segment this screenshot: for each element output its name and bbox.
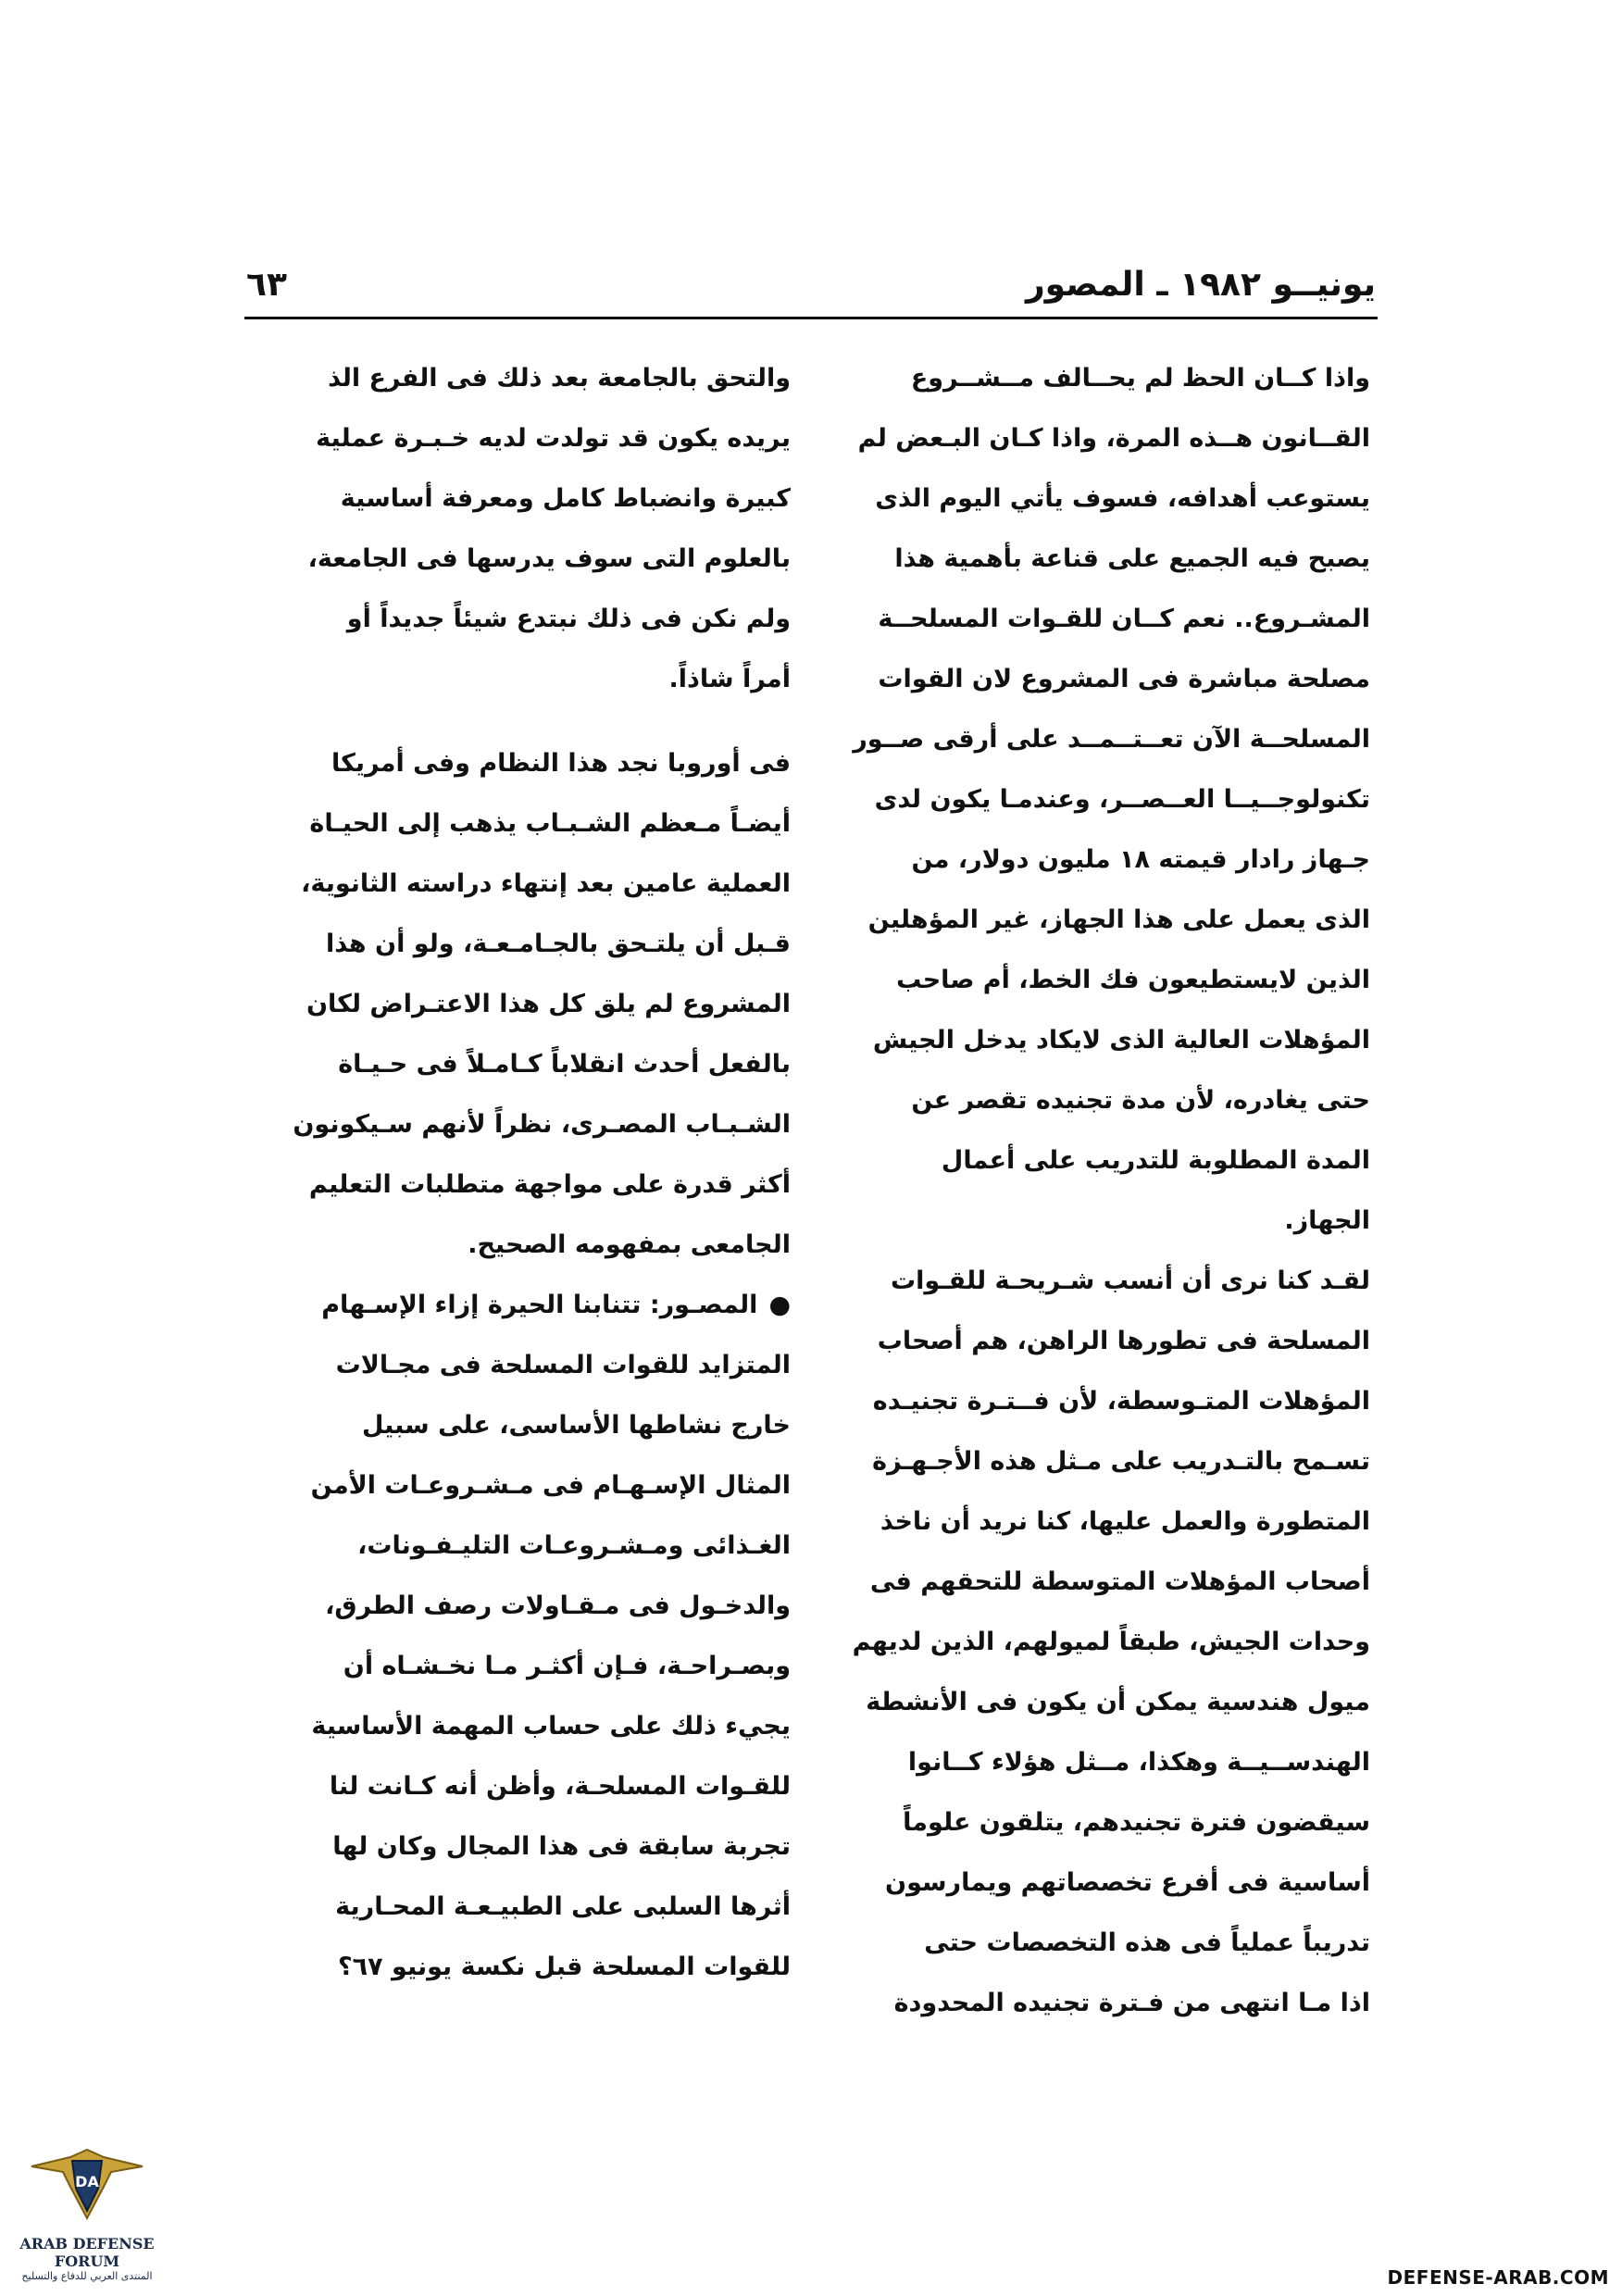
left-column bbox=[272, 348, 791, 1997]
text-line: الغـذائى ومـشـروعـات التليـفـونات، bbox=[357, 1531, 791, 1560]
text-line: والتحق بالجامعة بعد ذلك فى الفرع الذ bbox=[328, 364, 791, 393]
text-line: المشـروع.. نعم كــان للقـوات المسلحــة bbox=[878, 605, 1370, 633]
text-line: حتى يغادره، لأن مدة تجنيده تقصر عن bbox=[911, 1086, 1370, 1115]
text-line: ولم نكن فى ذلك نبتدع شيئاً جديداً أو bbox=[346, 605, 791, 633]
bullet-icon: ● bbox=[768, 1291, 791, 1319]
text-line: يصبح فيه الجميع على قناعة بأهمية هذا bbox=[894, 544, 1370, 573]
text-line: الهندســيــة وهكذا، مــثل هؤلاء كــانوا bbox=[907, 1748, 1370, 1777]
text-line: لقـد كنا نرى أن أنسب شـريحـة للقـوات bbox=[891, 1267, 1370, 1295]
watermark: DEFENSE-ARAB.COM bbox=[1387, 2266, 1609, 2289]
forum-logo bbox=[13, 2129, 161, 2289]
eagle-shield-icon bbox=[22, 2129, 152, 2231]
text-line: أثرها السلبى على الطبيـعـة المحـارية bbox=[335, 1892, 791, 1921]
text-line: أيضـاً مـعظم الشـبـاب يذهب إلى الحيـاة bbox=[309, 809, 791, 838]
text-line: وبصـراحـة، فـإن أكثـر مـا نخـشـاه أن bbox=[343, 1652, 791, 1680]
running-header-title: يونيــو ١٩٨٢ ـ المصور bbox=[1025, 266, 1376, 304]
text-line: الذين لايستطيعون فك الخط، أم صاحب bbox=[896, 966, 1370, 994]
text-line: المثال الإسـهـام فى مـشـروعـات الأمن bbox=[310, 1471, 791, 1500]
text-line: أمراً شاذاً. bbox=[668, 665, 791, 693]
text-line: المتطورة والعمل عليها، كنا نريد أن ناخذ bbox=[880, 1507, 1370, 1536]
text-line: أصحاب المؤهلات المتوسطة للتحقهم فى bbox=[869, 1567, 1370, 1596]
text-line: العملية عامين بعد إنتهاء دراسته الثانوية، bbox=[301, 869, 791, 898]
text-line: المدة المطلوبة للتدريب على أعمال الجهاز. bbox=[941, 1146, 1370, 1235]
text-line: المشروع لم يلق كل هذا الاعتـراض لكان bbox=[306, 990, 791, 1018]
page-header bbox=[246, 248, 1376, 304]
text-line: المصـور: تتنابنا الحيرة إزاء الإسـهام bbox=[321, 1291, 758, 1319]
text-line: للقوات المسلحة قبل نكسة يونيو ٦٧؟ bbox=[337, 1953, 791, 1981]
text-line: والدخـول فى مـقـاولات رصف الطرق، bbox=[325, 1591, 791, 1620]
text-line: جـهاز رادار قيمته ١٨ مليون دولار، من bbox=[911, 845, 1370, 874]
text-line: يريده يكون قد تولدت لديه خـبـرة عملية bbox=[316, 424, 791, 453]
text-line: الشـبـاب المصـرى، نظراً لأنهم سـيكونون bbox=[293, 1110, 791, 1139]
logo-mark: DA bbox=[75, 2173, 99, 2190]
text-line: اذا مـا انتهى من فـترة تجنيده المحدودة bbox=[893, 1989, 1370, 2017]
text-line: المؤهلات العالية الذى لايكاد يدخل الجيش bbox=[872, 1026, 1370, 1054]
text-line: وحدات الجيش، طبقاً لميولهم، الذين لديهم bbox=[852, 1628, 1370, 1656]
text-line: بالفعل أحدث انقلاباً كـامـلاً فى حـيـاة bbox=[338, 1050, 791, 1079]
text-line: تسـمح بالتـدريب على مـثل هذه الأجـهـزة bbox=[872, 1447, 1370, 1476]
text-line: المسلحــة الآن تعــتــمــد على أرقى صــور bbox=[853, 725, 1370, 754]
text-line: ميول هندسية يمكن أن يكون فى الأنشطة bbox=[866, 1688, 1370, 1716]
paragraph-gap bbox=[272, 709, 791, 733]
text-line: كبيرة وانضباط كامل ومعرفة أساسية bbox=[340, 484, 791, 513]
page-number: ٦٣ bbox=[246, 266, 287, 304]
text-line: المؤهلات المتـوسطة، لأن فــتـرة تجنيـده bbox=[872, 1387, 1370, 1416]
right-column bbox=[852, 348, 1370, 2033]
text-line: أساسية فى أفرع تخصصاتهم ويمارسون bbox=[885, 1868, 1370, 1897]
text-line: أكثر قدرة على مواجهة متطلبات التعليم bbox=[308, 1170, 791, 1199]
text-line: تكنولوجــيــا العــصــر، وعندمـا يكون لدى bbox=[874, 785, 1370, 814]
text-line: يجيء ذلك على حساب المهمة الأساسية bbox=[311, 1712, 791, 1741]
text-line: الجامعى بمفهومه الصحيح. bbox=[468, 1230, 791, 1259]
text-line: خارج نشاطها الأساسى، على سبيل bbox=[362, 1411, 791, 1440]
text-line: المتزايد للقوات المسلحة فى مجـالات bbox=[335, 1351, 791, 1379]
header-rule bbox=[244, 317, 1378, 319]
question-first-line bbox=[272, 1275, 791, 1335]
text-line: يستوعب أهدافه، فسوف يأتي اليوم الذى bbox=[875, 484, 1370, 513]
text-line: المسلحة فى تطورها الراهن، هم أصحاب bbox=[877, 1327, 1370, 1355]
text-line: تجربة سابقة فى هذا المجال وكان لها bbox=[332, 1832, 791, 1861]
logo-subtext: المنتدى العربي للدفاع والتسليح bbox=[21, 2270, 153, 2282]
logo-text: ARAB DEFENSE FORUM bbox=[19, 2235, 155, 2270]
text-line: سيقضون فترة تجنيدهم، يتلقون علوماً bbox=[903, 1808, 1370, 1837]
text-line: قـبل أن يلتـحق بالجـامـعـة، ولو أن هذا bbox=[326, 930, 791, 958]
text-line: مصلحة مباشرة فى المشروع لان القوات bbox=[878, 665, 1370, 693]
text-line: واذا كــان الحظ لم يحــالف مــشــروع bbox=[910, 364, 1370, 393]
text-line: الذى يعمل على هذا الجهاز، غير المؤهلين bbox=[867, 905, 1370, 934]
text-line: القــانون هــذه المرة، واذا كـان البـعض لم bbox=[857, 424, 1370, 453]
text-line: تدريباً عملياً فى هذه التخصصات حتى bbox=[924, 1928, 1370, 1957]
text-line: فى أوروبا نجد هذا النظام وفى أمريكا bbox=[331, 749, 791, 778]
text-line: للقـوات المسلحـة، وأظن أنه كـانت لنا bbox=[329, 1772, 791, 1801]
text-line: بالعلوم التى سوف يدرسها فى الجامعة، bbox=[307, 544, 791, 573]
